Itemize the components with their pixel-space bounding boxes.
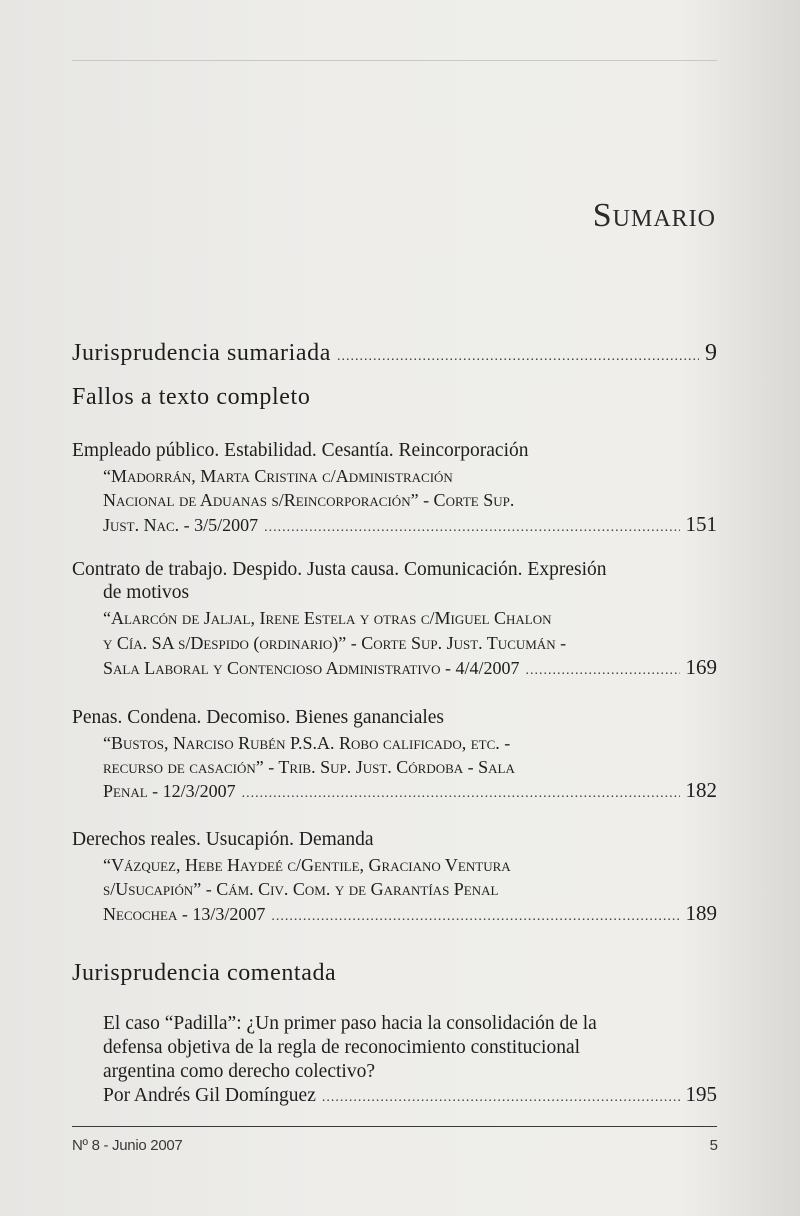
page-number: 195	[685, 1082, 717, 1106]
case-caption-line: “Bustos, Narciso Rubén P.S.A. Robo calificado, etc. -	[103, 733, 511, 753]
case-topic: Penas. Condena. Decomiso. Bienes gananciales	[72, 707, 445, 728]
page-number: 182	[685, 778, 717, 802]
toc-entry-case-4[interactable]	[103, 901, 717, 926]
case-caption-line: Sala Laboral y Contencioso Administrativo - 4/4/2007	[103, 658, 520, 678]
leader-dots	[322, 1090, 680, 1106]
leader-dots	[337, 349, 699, 365]
case-caption-line: “Alarcón de Jaljal, Irene Estela y otras c/Miguel Chalon	[103, 608, 552, 628]
page-title: Sumario	[592, 197, 716, 234]
case-caption-line: s/Usucapión” - Cám. Civ. Com. y de Garantías Penal	[103, 879, 499, 899]
commentary-line: defensa objetiva de la regla de reconocimiento constitucional	[103, 1037, 581, 1058]
toc-entry-commentary[interactable]	[103, 1082, 717, 1107]
leader-dots	[271, 909, 679, 925]
commentary-line: El caso “Padilla”: ¿Un primer paso hacia la consolidación de la	[103, 1013, 597, 1034]
footer-rule	[72, 1126, 717, 1127]
top-rule	[72, 60, 717, 61]
case-caption-line: recurso de casación” - Trib. Sup. Just. Córdoba - Sala	[103, 757, 515, 777]
case-caption-line: y Cía. SA s/Despido (ordinario)” - Corte Sup. Just. Tucumán -	[103, 633, 567, 653]
case-caption-line: Necochea - 13/3/2007	[103, 904, 266, 924]
leader-dots	[525, 663, 679, 679]
case-topic: Derechos reales. Usucapión. Demanda	[72, 829, 374, 850]
case-caption-line: Penal - 12/3/2007	[103, 781, 236, 801]
case-topic-continued: de motivos	[103, 582, 190, 603]
section-heading-fallos: Fallos a texto completo	[72, 384, 311, 410]
case-topic: Contrato de trabajo. Despido. Justa causa. Comunicación. Expresión	[72, 559, 607, 580]
section-heading-comentada: Jurisprudencia comentada	[72, 960, 337, 986]
page-number: 169	[685, 655, 717, 679]
page-number: 9	[705, 340, 717, 366]
toc-entry-case-1[interactable]	[103, 512, 717, 537]
commentary-line: argentina como derecho colectivo?	[103, 1061, 375, 1082]
toc-entry-case-2[interactable]	[103, 655, 717, 680]
leader-dots	[264, 520, 679, 536]
page-number: 189	[685, 901, 717, 925]
case-topic: Empleado público. Estabilidad. Cesantía. Reincorporación	[72, 440, 529, 461]
page-number: 151	[685, 512, 717, 536]
toc-entry-case-3[interactable]	[103, 778, 717, 803]
case-caption-line: “Madorrán, Marta Cristina c/Administración	[103, 466, 453, 486]
case-caption-line: “Vázquez, Hebe Haydeé c/Gentile, Graciano Ventura	[103, 855, 511, 875]
case-caption-line: Just. Nac. - 3/5/2007	[103, 515, 259, 535]
commentary-author: Por Andrés Gil Domínguez	[103, 1085, 316, 1106]
toc-entry-jurisprudencia-sumariada[interactable]	[72, 340, 717, 367]
footer-page-number: 5	[709, 1137, 718, 1154]
section-heading: Jurisprudencia sumariada	[72, 340, 331, 366]
leader-dots	[242, 786, 680, 802]
footer-issue: Nº 8 - Junio 2007	[72, 1137, 183, 1154]
case-caption-line: Nacional de Aduanas s/Reincorporación” - Corte Sup.	[103, 490, 515, 510]
